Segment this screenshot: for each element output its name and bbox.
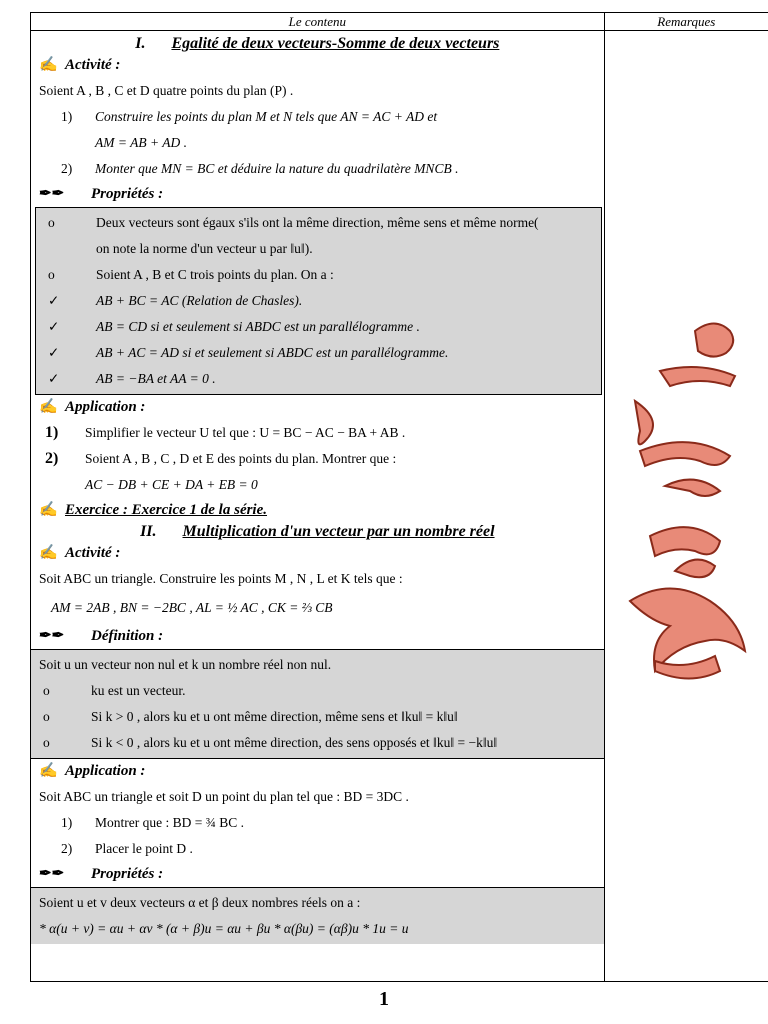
list-item: 1) Construire les points du plan M et N tels que AN = AC + AD et (61, 109, 438, 124)
section2-title: Multiplication d'un vecteur par un nombre réel (182, 523, 495, 540)
check-icon: ✓ (48, 293, 60, 308)
list-item: ✓ AB = −BA et AA = 0 . (36, 366, 601, 392)
circle-bullet-icon: o (48, 267, 55, 282)
section2-application-label: ✍ Application : (39, 761, 604, 782)
list-item: 2) Soient A , B , C , D et E des points du plan. Montrer que : (45, 450, 397, 467)
header-content: Le contenu (31, 13, 605, 31)
page-number: 1 (379, 988, 389, 1010)
section2-heading (31, 523, 604, 541)
list-item: o ku est un vecteur. (31, 678, 604, 704)
remarks-cell (604, 31, 768, 982)
pen-writing-icon: ✍ (39, 502, 58, 518)
list-item: AM = AB + AD . (95, 135, 187, 150)
section1-activity-intro: Soient A , B , C et D quatre points du plan (P) . (39, 83, 294, 98)
section2-definition-box (31, 649, 604, 759)
section1-properties-box (35, 207, 602, 395)
two-pens-icon: ✒✒ (39, 628, 65, 644)
list-item: 1) Simplifier le vecteur U tel que : U = BC − AC − BA + AB . (45, 424, 406, 441)
list-item: AC − DB + CE + DA + EB = 0 (85, 477, 258, 492)
list-item: Soit u un vecteur non nul et k un nombre réel non nul. (39, 657, 332, 672)
list-item: 2) Monter que MN = BC et déduire la nature du quadrilatère MNCB . (61, 161, 459, 176)
check-icon: ✓ (48, 371, 60, 386)
section1-heading (31, 35, 604, 53)
section2-activity-formula: AM = 2AB , BN = −2BC , AL = ½ AC , CK = ⅔ CB (51, 600, 333, 615)
two-pens-icon: ✒✒ (39, 866, 65, 882)
circle-bullet-icon: o (43, 709, 50, 724)
check-icon: ✓ (48, 345, 60, 360)
section2-application-intro: Soit ABC un triangle et soit D un point du plan tel que : BD = 3DC . (39, 789, 409, 804)
two-pens-icon: ✒✒ (39, 186, 65, 202)
circle-bullet-icon: o (48, 215, 55, 230)
section2-properties-label: ✒✒ Propriétés : (39, 864, 604, 885)
list-item: on note la norme d'un vecteur u par ‖u‖). (96, 241, 313, 256)
list-item: o Soient A , B et C trois points du plan. On a : (36, 262, 601, 288)
section1-application-label: ✍ Application : (39, 397, 604, 418)
list-item: ✓ AB + AC = AD si et seulement si ABDC est un parallélogramme. (36, 340, 601, 366)
list-item: o Si k > 0 , alors ku et u ont même direction, même sens et ‖ku‖ = k‖u‖ (31, 704, 604, 730)
section2-activity-label: ✍ Activité : (39, 543, 604, 564)
list-item: 1) Montrer que : BD = ¾ BC . (61, 815, 244, 830)
pen-writing-icon: ✍ (39, 545, 58, 561)
list-item: * α(u + v) = αu + αv * (α + β)u = αu + βu * α(βu) = (αβ)u * 1u = u (39, 921, 409, 936)
section2-properties-box (31, 887, 604, 944)
calligraphy-decoration (625, 301, 755, 721)
pen-writing-icon: ✍ (39, 399, 58, 415)
section1-properties-label: ✒✒ Propriétés : (39, 184, 604, 205)
circle-bullet-icon: o (43, 735, 50, 750)
section1-exercise: ✍ Exercice : Exercice 1 de la série. (39, 500, 604, 521)
check-icon: ✓ (48, 319, 60, 334)
list-item: o Deux vecteurs sont égaux s'ils ont la même direction, même sens et même norme( (36, 210, 601, 236)
list-item: ✓ AB = CD si et seulement si ABDC est un parallélogramme . (36, 314, 601, 340)
list-item: ✓ AB + BC = AC (Relation de Chasles). (36, 288, 601, 314)
pen-writing-icon: ✍ (39, 763, 58, 779)
section1-number: I. (135, 35, 146, 52)
page (30, 12, 768, 982)
list-item: 2) Placer le point D . (61, 841, 193, 856)
list-item: o Si k < 0 , alors ku et u ont même direction, des sens opposés et ‖ku‖ = −k‖u‖ (31, 730, 604, 756)
lesson-table (30, 12, 768, 982)
content-cell (31, 31, 605, 982)
list-item: Soient u et v deux vecteurs α et β deux nombres réels on a : (39, 895, 361, 910)
circle-bullet-icon: o (43, 683, 50, 698)
section2-number: II. (140, 523, 157, 540)
section2-definition-label: ✒✒ Définition : (39, 626, 604, 647)
pen-writing-icon: ✍ (39, 57, 58, 73)
section2-activity-intro: Soit ABC un triangle. Construire les points M , N , L et K tels que : (39, 571, 403, 586)
section1-activity-label: ✍ Activité : (39, 55, 604, 76)
section1-title: Egalité de deux vecteurs-Somme de deux vecteurs (171, 35, 500, 52)
header-remarks: Remarques (604, 13, 768, 31)
